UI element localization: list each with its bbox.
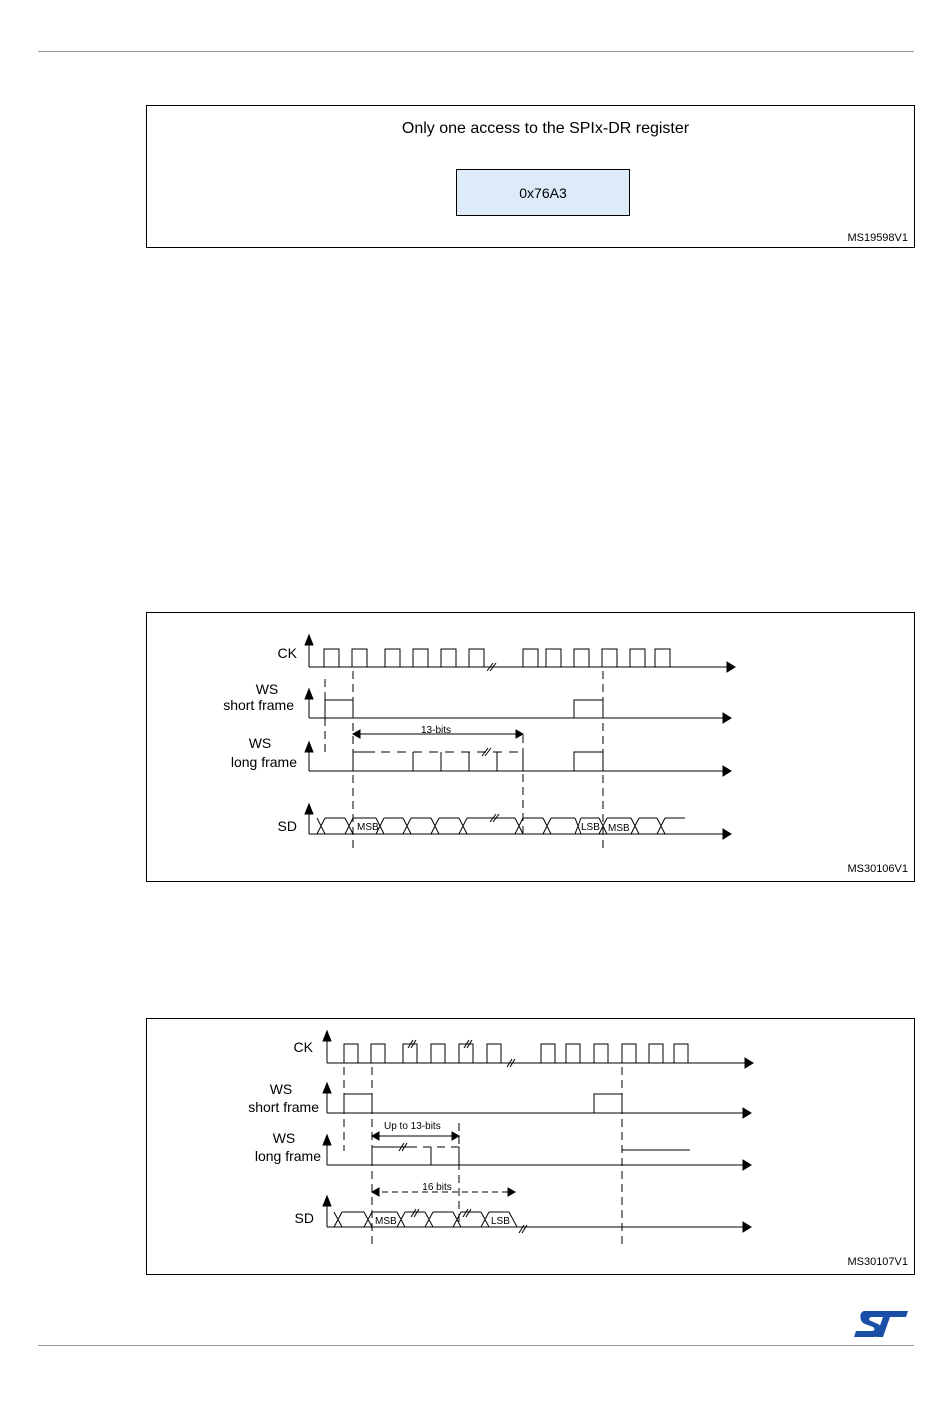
lsb-label: LSB [581,822,600,833]
msb-label: MSB [375,1216,397,1227]
figure-id: MS19598V1 [847,232,908,244]
ck-label: CK [293,1039,313,1055]
bottom-rule [38,1345,914,1346]
st-logo [852,1309,910,1339]
timing-diagram-16bit [147,1019,914,1274]
lsb-label: LSB [491,1216,510,1227]
ws-short-label-1: WS [255,681,279,697]
msb2-label: MSB [608,823,630,834]
ws-short-label-2: short frame [248,1099,319,1115]
figure-id: MS30107V1 [847,1256,908,1268]
ws-long-label-2: long frame [254,1148,321,1164]
register-caption: Only one access to the SPIx-DR register [401,120,690,137]
sd-label: SD [277,818,297,834]
ws-long-label-1: WS [248,735,272,751]
msb-label: MSB [357,822,379,833]
ws-long-label-1: WS [272,1130,296,1146]
figure-timing-13bit [146,612,915,882]
ws-long-label-2: long frame [230,754,297,770]
figure-register-access [146,105,915,248]
sd-label: SD [294,1210,314,1226]
figure-id: MS30106V1 [847,863,908,875]
ck-label: CK [277,645,297,661]
ws-short-label-1: WS [269,1081,293,1097]
register-value: 0x76A3 [456,169,630,216]
ws-short-label-2: short frame [223,697,294,713]
st-logo-icon [852,1309,910,1339]
bits-label: 13-bits [420,725,452,736]
upto-label: Up to 13-bits [384,1121,441,1132]
bits16-label: 16 bits [422,1182,452,1193]
top-rule [38,51,914,52]
timing-diagram-13bit [147,613,914,881]
figure-timing-16bit [146,1018,915,1275]
